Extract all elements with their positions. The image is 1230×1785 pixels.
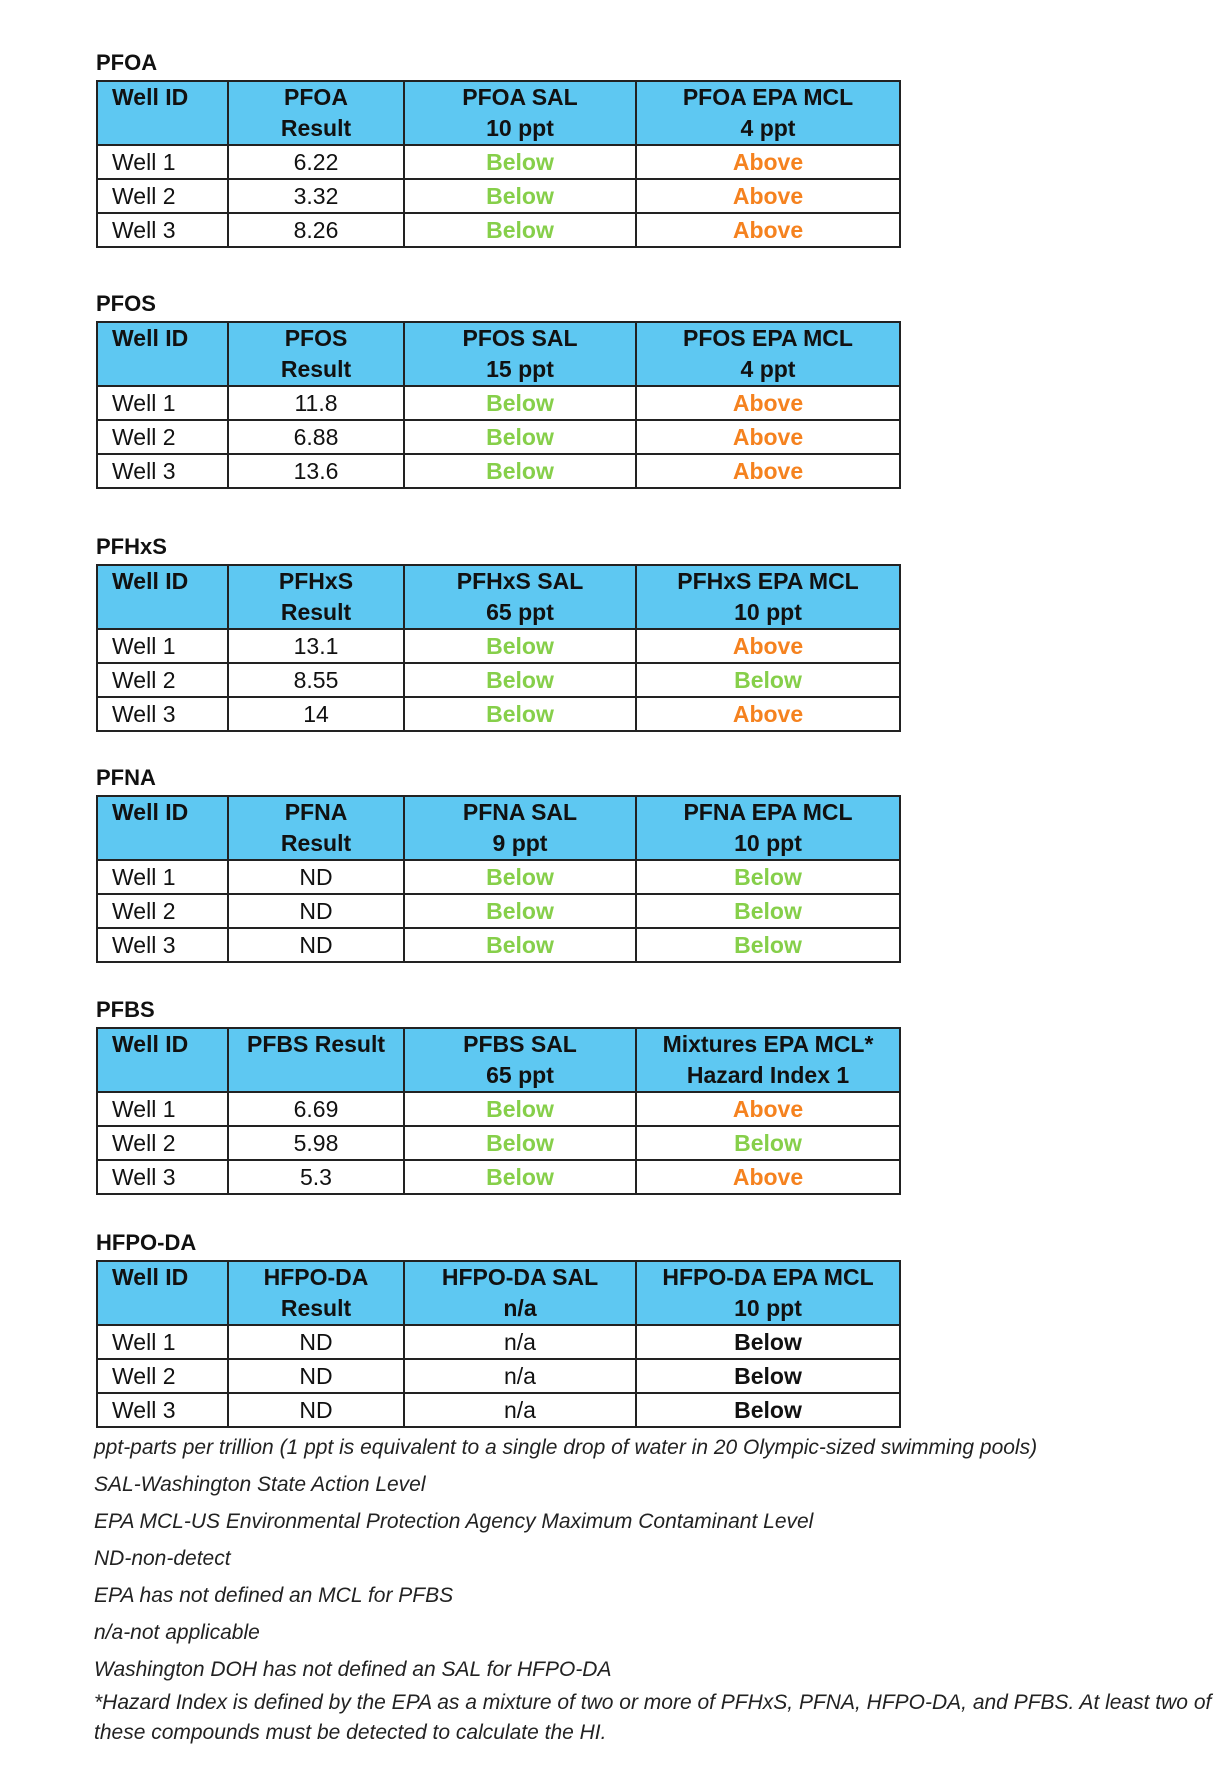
table-row (97, 1092, 900, 1126)
sal-status: Below (404, 629, 636, 663)
well-id: Well 2 (97, 663, 228, 697)
table-row (97, 179, 900, 213)
header-result: PFOA Result (228, 81, 404, 145)
sal-status: Below (404, 454, 636, 488)
header-mcl: PFHxS EPA MCL 10 ppt (636, 565, 900, 629)
well-id: Well 3 (97, 213, 228, 247)
footnote-ppt: ppt-parts per trillion (1 ppt is equivalent to a single drop of water in 20 Olympic-sized swimming pools) (94, 1436, 1038, 1459)
table-row (97, 386, 900, 420)
footnote-na: n/a-not applicable (94, 1621, 260, 1644)
footnote-hfpo-da: Washington DOH has not defined an SAL for HFPO-DA (94, 1658, 612, 1681)
header-well-id: Well ID (97, 565, 228, 629)
well-id: Well 1 (97, 386, 228, 420)
header-well-id: Well ID (97, 796, 228, 860)
result-value: 8.26 (228, 213, 404, 247)
header-sal: HFPO-DA SAL n/a (404, 1261, 636, 1325)
footnote-pfbs: EPA has not defined an MCL for PFBS (94, 1584, 454, 1607)
result-value: 11.8 (228, 386, 404, 420)
mcl-status: Below (636, 928, 900, 962)
mcl-status: Below (636, 1393, 900, 1427)
sal-status: Below (404, 860, 636, 894)
well-id: Well 1 (97, 860, 228, 894)
hfpo-da-section (96, 1230, 901, 1428)
sal-status: n/a (404, 1325, 636, 1359)
section-title: PFOS (96, 291, 156, 316)
result-value: 6.88 (228, 420, 404, 454)
header-result: PFOS Result (228, 322, 404, 386)
result-value: 3.32 (228, 179, 404, 213)
sal-status: Below (404, 420, 636, 454)
mcl-status: Above (636, 629, 900, 663)
section-title: PFOA (96, 50, 158, 75)
well-id: Well 1 (97, 1325, 228, 1359)
section-title: PFHxS (96, 534, 167, 559)
result-value: 13.6 (228, 454, 404, 488)
table-row (97, 928, 900, 962)
well-id: Well 2 (97, 894, 228, 928)
footnote-hazard-index: *Hazard Index is defined by the EPA as a mixture of two or more of PFHxS, PFNA, HFPO-DA, and PFBS. At least two of these compounds must be detected to calculate the HI. (94, 1691, 1212, 1744)
table-row (97, 894, 900, 928)
table-row (97, 1325, 900, 1359)
pfbs-section (96, 997, 901, 1195)
table-row (97, 1359, 900, 1393)
sal-status: Below (404, 386, 636, 420)
sal-status: Below (404, 894, 636, 928)
well-id: Well 3 (97, 697, 228, 731)
table-row (97, 420, 900, 454)
pfos-table (96, 321, 901, 489)
mcl-status: Above (636, 386, 900, 420)
well-id: Well 2 (97, 179, 228, 213)
section-title: PFNA (96, 765, 156, 790)
header-row (97, 322, 900, 386)
pfna-section (96, 765, 901, 963)
well-id: Well 1 (97, 1092, 228, 1126)
header-sal: PFOS SAL 15 ppt (404, 322, 636, 386)
table-row (97, 629, 900, 663)
well-id: Well 2 (97, 1359, 228, 1393)
header-mcl: PFOS EPA MCL 4 ppt (636, 322, 900, 386)
pfos-section (96, 291, 901, 489)
mcl-status: Above (636, 1160, 900, 1194)
result-value: 5.98 (228, 1126, 404, 1160)
sal-status: Below (404, 213, 636, 247)
mcl-status: Above (636, 454, 900, 488)
header-well-id: Well ID (97, 1261, 228, 1325)
mcl-status: Below (636, 1325, 900, 1359)
hfpo-da-table (96, 1260, 901, 1428)
header-sal: PFOA SAL 10 ppt (404, 81, 636, 145)
sal-status: n/a (404, 1393, 636, 1427)
result-value: 13.1 (228, 629, 404, 663)
result-value: ND (228, 894, 404, 928)
result-value: ND (228, 1325, 404, 1359)
header-result: PFHxS Result (228, 565, 404, 629)
table-row (97, 213, 900, 247)
pfoa-section (96, 50, 901, 248)
header-well-id: Well ID (97, 322, 228, 386)
sal-status: Below (404, 1092, 636, 1126)
sal-status: Below (404, 663, 636, 697)
header-row (97, 81, 900, 145)
header-sal: PFBS SAL 65 ppt (404, 1028, 636, 1092)
mcl-status: Above (636, 145, 900, 179)
result-value: ND (228, 1393, 404, 1427)
header-mcl: PFOA EPA MCL 4 ppt (636, 81, 900, 145)
mcl-status: Above (636, 213, 900, 247)
result-value: ND (228, 860, 404, 894)
mcl-status: Above (636, 697, 900, 731)
pfhxs-section (96, 534, 901, 732)
result-value: 5.3 (228, 1160, 404, 1194)
pfna-table (96, 795, 901, 963)
result-value: ND (228, 928, 404, 962)
header-mcl: Mixtures EPA MCL* Hazard Index 1 (636, 1028, 900, 1092)
well-id: Well 3 (97, 1160, 228, 1194)
header-sal: PFHxS SAL 65 ppt (404, 565, 636, 629)
result-value: 6.69 (228, 1092, 404, 1126)
table-row (97, 454, 900, 488)
header-result: HFPO-DA Result (228, 1261, 404, 1325)
table-row (97, 1393, 900, 1427)
result-value: ND (228, 1359, 404, 1393)
mcl-status: Below (636, 860, 900, 894)
footnote-epa-mcl: EPA MCL-US Environmental Protection Agency Maximum Contaminant Level (94, 1510, 814, 1533)
well-id: Well 3 (97, 928, 228, 962)
sal-status: Below (404, 1160, 636, 1194)
mcl-status: Above (636, 1092, 900, 1126)
result-value: 8.55 (228, 663, 404, 697)
header-well-id: Well ID (97, 1028, 228, 1092)
pfbs-table (96, 1027, 901, 1195)
header-row (97, 1028, 900, 1092)
pfoa-table (96, 80, 901, 248)
header-well-id: Well ID (97, 81, 228, 145)
mcl-status: Above (636, 179, 900, 213)
well-id: Well 2 (97, 1126, 228, 1160)
sal-status: Below (404, 697, 636, 731)
table-row (97, 663, 900, 697)
table-row (97, 1126, 900, 1160)
header-row (97, 1261, 900, 1325)
header-row (97, 565, 900, 629)
section-title: HFPO-DA (96, 1230, 197, 1255)
mcl-status: Below (636, 663, 900, 697)
section-title: PFBS (96, 997, 155, 1022)
mcl-status: Below (636, 1359, 900, 1393)
mcl-status: Below (636, 894, 900, 928)
result-value: 6.22 (228, 145, 404, 179)
table-row (97, 860, 900, 894)
mcl-status: Below (636, 1126, 900, 1160)
sal-status: Below (404, 145, 636, 179)
well-id: Well 3 (97, 454, 228, 488)
well-id: Well 2 (97, 420, 228, 454)
sal-status: Below (404, 928, 636, 962)
table-row (97, 145, 900, 179)
header-mcl: PFNA EPA MCL 10 ppt (636, 796, 900, 860)
mcl-status: Above (636, 420, 900, 454)
sal-status: Below (404, 1126, 636, 1160)
table-row (97, 1160, 900, 1194)
header-row (97, 796, 900, 860)
footnote-sal: SAL-Washington State Action Level (94, 1473, 426, 1496)
sal-status: Below (404, 179, 636, 213)
header-result: PFBS Result (228, 1028, 404, 1092)
well-id: Well 1 (97, 145, 228, 179)
footnotes (94, 1430, 1214, 1748)
header-mcl: HFPO-DA EPA MCL 10 ppt (636, 1261, 900, 1325)
well-id: Well 3 (97, 1393, 228, 1427)
pfhxs-table (96, 564, 901, 732)
header-result: PFNA Result (228, 796, 404, 860)
footnote-nd: ND-non-detect (94, 1547, 231, 1570)
well-id: Well 1 (97, 629, 228, 663)
result-value: 14 (228, 697, 404, 731)
header-sal: PFNA SAL 9 ppt (404, 796, 636, 860)
sal-status: n/a (404, 1359, 636, 1393)
table-row (97, 697, 900, 731)
